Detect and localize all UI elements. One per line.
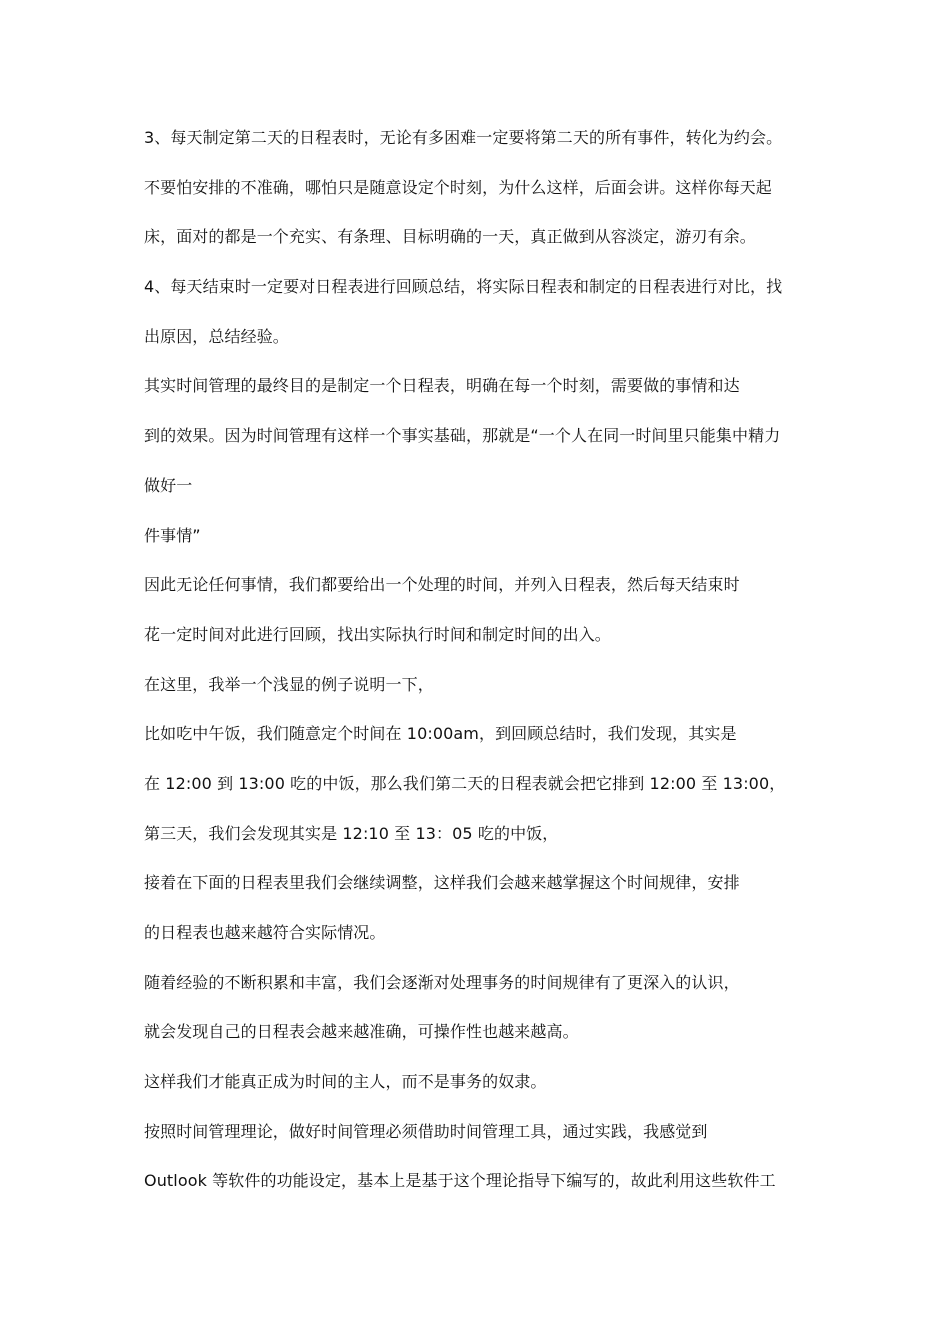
text-line: 在这里，我举一个浅显的例子说明一下， [144,674,434,694]
text-line: 其实时间管理的最终目的是制定一个日程表，明确在每一个时刻，需要做的事情和达 [144,376,740,396]
text-line: 做好一 [144,475,193,495]
text-line: 的日程表也越来越符合实际情况。 [144,923,386,942]
text-line: 床，面对的都是一个充实、有条理、目标明确的一天，真正做到从容淡定，游刃有余。 [144,227,756,247]
text-line: 在 12:00 到 13:00 吃的中饭，那么我们第二天的日程表就会把它排到 12:00 至 13:00， [144,773,786,793]
text-line: 比如吃中午饭，我们随意定个时间在 10:00am，到回顾总结时，我们发现，其实是 [144,724,737,744]
text-line: 出原因，总结经验。 [144,326,289,346]
text-line: 第三天，我们会发现其实是 12:10 至 13：05 吃的中饭， [144,823,559,843]
text-line: 随着经验的不断积累和丰富，我们会逐渐对处理事务的时间规律有了更深入的认识， [144,972,740,992]
text-line: 不要怕安排的不准确，哪怕只是随意设定个时刻，为什么这样，后面会讲。这样你每天起 [144,177,772,197]
text-line: 3、每天制定第二天的日程表时，无论有多困难一定要将第二天的所有事件，转化为约会。 [144,128,783,147]
text-line: 这样我们才能真正成为时间的主人，而不是事务的奴隶。 [144,1072,547,1092]
document-body [144,120,814,1213]
text-line: 按照时间管理理论，做好时间管理必须借助时间管理工具，通过实践，我感觉到 [144,1121,708,1141]
text-line: 接着在下面的日程表里我们会继续调整，这样我们会越来越掌握这个时间规律，安排 [144,873,740,893]
text-line: 因此无论任何事情，我们都要给出一个处理的时间，并列入日程表，然后每天结束时 [144,575,740,595]
text-line: 就会发现自己的日程表会越来越准确，可操作性也越来越高。 [144,1022,579,1042]
text-line: 件事情” [144,525,201,545]
text-line: Outlook 等软件的功能设定，基本上是基于这个理论指导下编写的，故此利用这些软件工 [144,1171,776,1191]
text-line: 花一定时间对此进行回顾，找出实际执行时间和制定时间的出入。 [144,624,611,644]
text-line: 4、每天结束时一定要对日程表进行回顾总结，将实际日程表和制定的日程表进行对比，找 [144,277,783,297]
text-line: 到的效果。因为时间管理有这样一个事实基础，那就是“一个人在同一时间里只能集中精力 [144,426,781,446]
